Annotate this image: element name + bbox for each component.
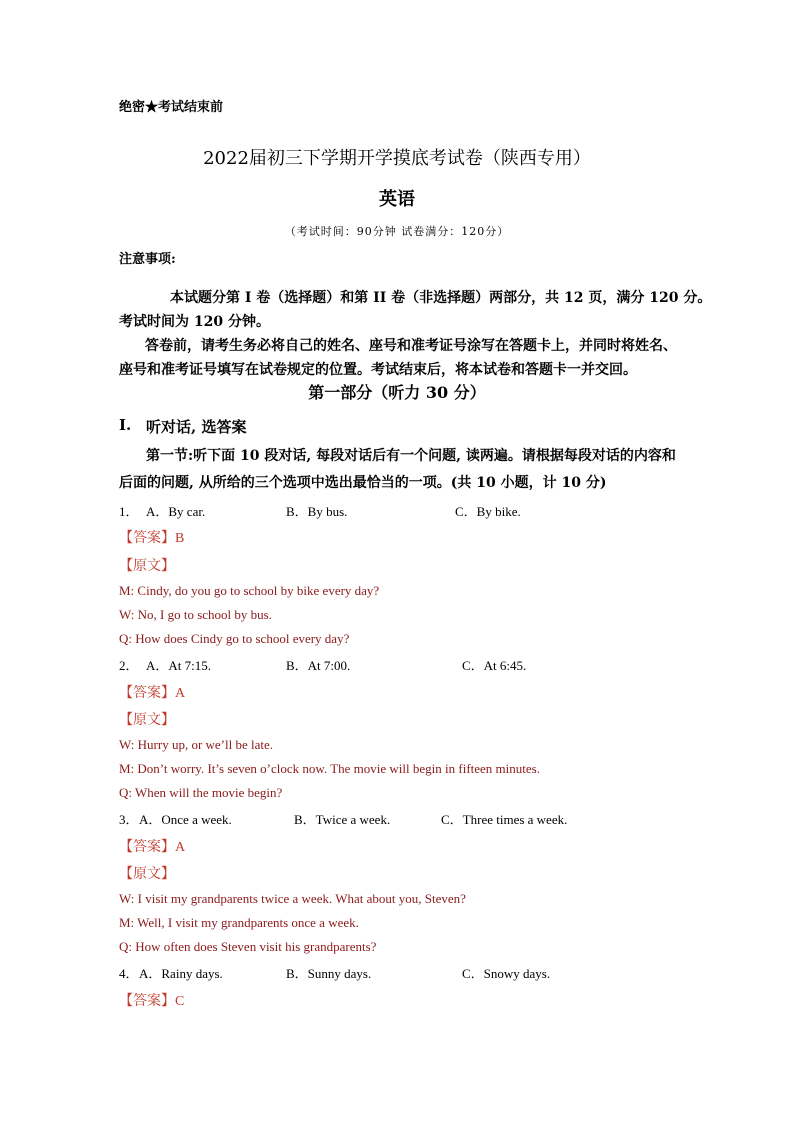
answer-value: A bbox=[175, 686, 186, 701]
option-c: C．At 6:45. bbox=[462, 658, 527, 673]
answer-line bbox=[119, 527, 184, 547]
notice-title: 注意事项: bbox=[119, 252, 176, 267]
option-c: C．Three times a week. bbox=[441, 812, 568, 827]
option-b: B．Twice a week. bbox=[294, 812, 391, 827]
option-a: A．At 7:15. bbox=[146, 658, 212, 673]
answer-label: 【答案】 bbox=[119, 839, 175, 855]
exam-title: 2022届初三下学期开学摸底考试卷（陕西专用） bbox=[203, 148, 591, 169]
answer-value: B bbox=[175, 531, 185, 546]
notice-paragraph-2-line-2: 座号和准考证号填写在试卷规定的位置。考试结束后，将本试卷和答题卡一并交回。 bbox=[119, 362, 637, 378]
answer-label: 【答案】 bbox=[119, 685, 175, 701]
option-a: A．Once a week. bbox=[139, 812, 232, 827]
option-a: A．By car. bbox=[146, 504, 206, 519]
dialogue-line: W: Hurry up, or we’ll be late. bbox=[119, 737, 274, 752]
answer-line bbox=[119, 836, 185, 856]
transcript-label: 【原文】 bbox=[119, 866, 175, 882]
dialogue-line: W: No, I go to school by bus. bbox=[119, 607, 272, 622]
question-number: 4． bbox=[119, 966, 139, 981]
subject-title: 英语 bbox=[379, 189, 415, 210]
exam-info: （考试时间：90分钟 试卷满分：120分） bbox=[284, 225, 510, 238]
dialogue-question: Q: How does Cindy go to school every day? bbox=[119, 631, 350, 646]
answer-label: 【答案】 bbox=[119, 530, 175, 546]
section-title: 听对话, 选答案 bbox=[146, 418, 247, 436]
instruction-line-2: 后面的问题, 从所给的三个选项中选出最恰当的一项。(共 10 小题，计 10 分) bbox=[119, 475, 607, 491]
answer-line bbox=[119, 682, 185, 702]
question-number: 3． bbox=[119, 812, 139, 827]
section-number: I. bbox=[119, 416, 132, 434]
question-number: 1． bbox=[119, 504, 139, 519]
dialogue-line: W: I visit my grandparents twice a week. What about you, Steven? bbox=[119, 891, 466, 906]
option-c: C．Snowy days. bbox=[462, 966, 551, 981]
option-a: A．Rainy days. bbox=[139, 966, 223, 981]
question-number: 2． bbox=[119, 658, 139, 673]
transcript-label: 【原文】 bbox=[119, 558, 175, 574]
option-b: B．By bus. bbox=[286, 504, 348, 519]
notice-paragraph-1-line-1: 本试题分第 I 卷（选择题）和第 II 卷（非选择题）两部分，共 12 页，满分 120 分。 bbox=[170, 290, 712, 306]
option-b: B．At 7:00. bbox=[286, 658, 351, 673]
dialogue-question: Q: When will the movie begin? bbox=[119, 785, 283, 800]
dialogue-line: M: Cindy, do you go to school by bike every day? bbox=[119, 583, 380, 598]
answer-value: A bbox=[175, 840, 186, 855]
transcript-label: 【原文】 bbox=[119, 712, 175, 728]
answer-value: C bbox=[175, 994, 185, 1009]
confidential-label: 绝密★考试结束前 bbox=[119, 100, 224, 115]
dialogue-line: M: Don’t worry. It’s seven o’clock now. The movie will begin in fifteen minutes. bbox=[119, 761, 540, 776]
instruction-line-1: 第一节:听下面 10 段对话, 每段对话后有一个问题, 读两遍。请根据每段对话的内容和 bbox=[146, 448, 676, 464]
dialogue-question: Q: How often does Steven visit his grandparents? bbox=[119, 939, 377, 954]
option-c: C．By bike. bbox=[455, 504, 521, 519]
dialogue-line: M: Well, I visit my grandparents once a week. bbox=[119, 915, 359, 930]
part-title: 第一部分（听力 30 分） bbox=[308, 383, 486, 402]
option-b: B．Sunny days. bbox=[286, 966, 372, 981]
notice-paragraph-1-line-2: 考试时间为 120 分钟。 bbox=[119, 314, 270, 330]
notice-paragraph-2-line-1: 答卷前，请考生务必将自己的姓名、座号和准考证号涂写在答题卡上，并同时将姓名、 bbox=[145, 338, 677, 354]
answer-line bbox=[119, 990, 184, 1010]
answer-label: 【答案】 bbox=[119, 993, 175, 1009]
